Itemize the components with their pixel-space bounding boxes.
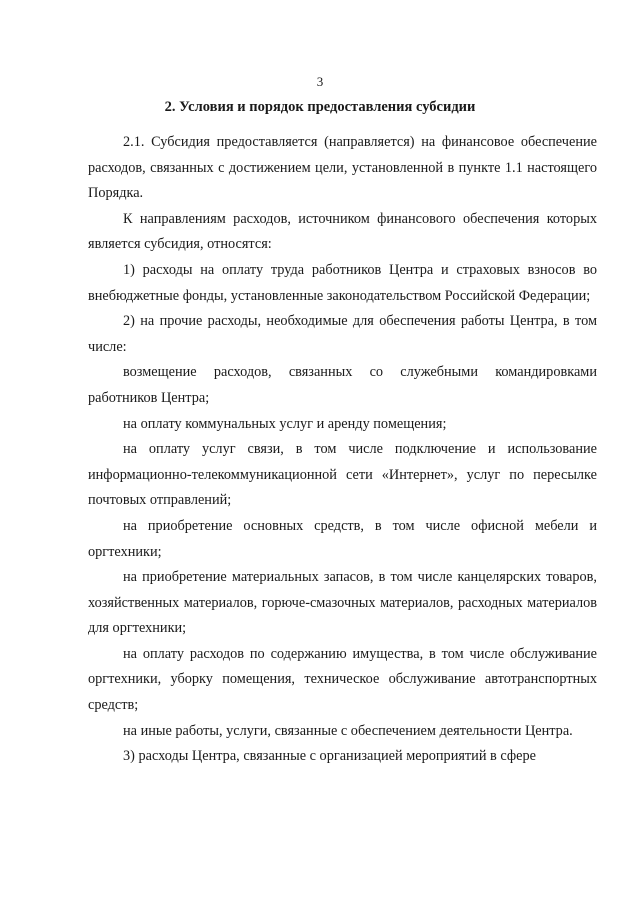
paragraph-property-maintenance: на оплату расходов по содержанию имущества, в том числе обслуживание оргтехники, уборку помещения, техническое обслуживание автотранспортных средств;	[88, 645, 597, 714]
paragraph-other-services: на иные работы, услуги, связанные с обеспечением деятельности Центра.	[123, 722, 573, 739]
section-title: 2. Условия и порядок предоставления субсидии	[164, 99, 476, 115]
paragraph-travel-expenses: возмещение расходов, связанных со служебными командировками работников Центра;	[88, 364, 597, 406]
paragraph-utilities: на оплату коммунальных услуг и аренду помещения;	[123, 415, 447, 432]
paragraph-expense-directions: К направлениям расходов, источником финансового обеспечения которых является субсидия, относятся:	[88, 210, 597, 253]
paragraph-item-3: 3) расходы Центра, связанные с организацией мероприятий в сфере	[123, 748, 537, 765]
paragraph-material-stocks: на приобретение материальных запасов, в том числе канцелярских товаров, хозяйственных материалов, горюче-смазочных материалов, расходных материалов для оргтехники;	[88, 569, 597, 637]
page-number: 3	[316, 74, 324, 89]
paragraph-fixed-assets: на приобретение основных средств, в том числе офисной мебели и оргтехники;	[88, 517, 597, 560]
document-body	[88, 130, 597, 770]
paragraph-2-1: 2.1. Субсидия предоставляется (направляется) на финансовое обеспечение расходов, связанных с достижением цели, установленной в пункте 1.1 настоящего Порядка.	[88, 134, 597, 202]
paragraph-item-2: 2) на прочие расходы, необходимые для обеспечения работы Центра, в том числе:	[88, 313, 597, 355]
paragraph-item-1: 1) расходы на оплату труда работников Центра и страховых взносов во внебюджетные фонды, установленные законодательством Российской Федерации;	[88, 261, 597, 304]
paragraph-communications: на оплату услуг связи, в том числе подключение и использование информационно-телекоммуникационной сети «Интернет», услуг по пересылке почтовых отправлений;	[88, 441, 597, 509]
